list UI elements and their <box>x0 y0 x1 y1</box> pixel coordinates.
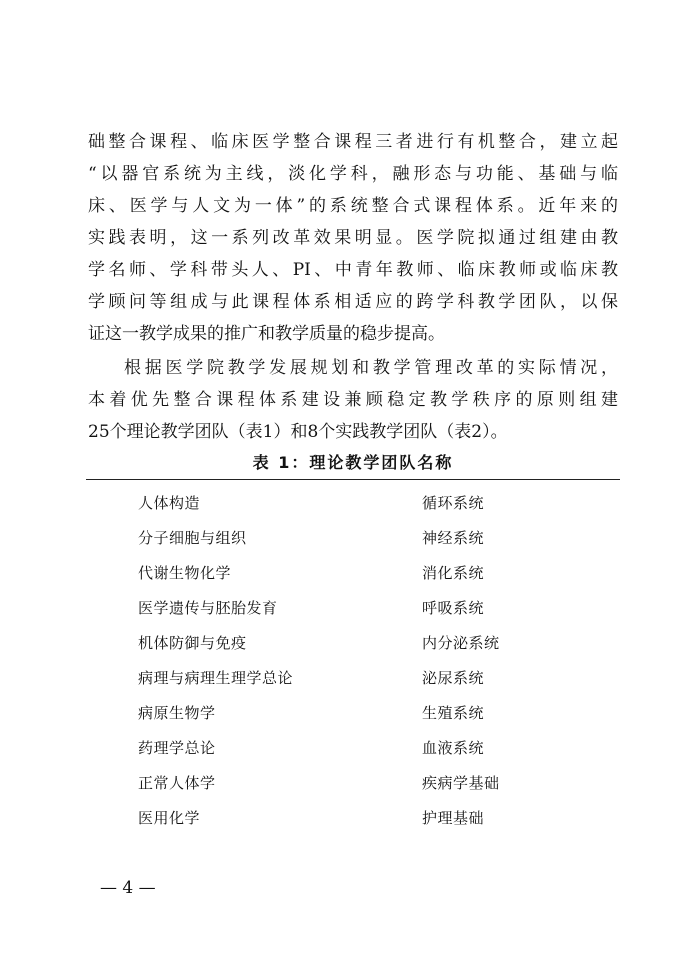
table-row <box>138 731 578 766</box>
team-name-right: 疾病学基础 <box>422 774 500 792</box>
table-row <box>138 766 578 801</box>
team-name-left: 正常人体学 <box>138 774 216 792</box>
team-name-right: 生殖系统 <box>422 704 485 722</box>
paragraph-2 <box>88 352 618 448</box>
table-top-rule <box>86 479 620 480</box>
team-name-left: 分子细胞与组织 <box>138 529 247 547</box>
team-name-right: 循环系统 <box>422 494 485 512</box>
team-name-right: 消化系统 <box>422 564 485 582</box>
team-name-right: 神经系统 <box>422 529 485 547</box>
paragraph-line: 25个理论教学团队（表1）和8个实践教学团队（表2）。 <box>88 422 508 442</box>
team-name-left: 病原生物学 <box>138 704 216 722</box>
paragraph-line: 础整合课程、临床医学整合课程三者进行有机整合，建立起 <box>88 132 618 152</box>
paragraph-line: 学名师、学科带头人、PI、中青年教师、临床教师或临床教 <box>88 260 618 280</box>
paragraph-line: “以器官系统为主线，淡化学科，融形态与功能、基础与临 <box>88 164 618 184</box>
table-row <box>138 626 578 661</box>
team-name-left: 人体构造 <box>138 494 201 512</box>
team-name-left: 病理与病理生理学总论 <box>138 669 294 687</box>
paragraph-line: 证这一教学成果的推广和教学质量的稳步提高。 <box>88 324 445 344</box>
paragraph-line: 本着优先整合课程体系建设兼顾稳定教学秩序的原则组建 <box>88 390 618 410</box>
paragraph-line: 床、医学与人文为一体”的系统整合式课程体系。近年来的 <box>88 196 618 216</box>
team-name-left: 药理学总论 <box>138 739 216 757</box>
team-name-right: 血液系统 <box>422 739 485 757</box>
table-row <box>138 591 578 626</box>
paragraph-line: 实践表明，这一系列改革效果明显。医学院拟通过组建由教 <box>88 228 618 248</box>
team-name-left: 医用化学 <box>138 809 201 827</box>
table-title: 表 1：理论教学团队名称 <box>252 453 454 472</box>
table-row <box>138 486 578 521</box>
team-name-left: 机体防御与免疫 <box>138 634 247 652</box>
paragraph-1 <box>88 126 618 350</box>
table-row <box>138 661 578 696</box>
team-name-left: 医学遗传与胚胎发育 <box>138 599 278 617</box>
page-number: — 4 — <box>100 878 156 898</box>
team-name-right: 泌尿系统 <box>422 669 485 687</box>
team-name-right: 呼吸系统 <box>422 599 485 617</box>
table-row <box>138 696 578 731</box>
table-row <box>138 521 578 556</box>
table-row <box>138 801 578 836</box>
team-name-right: 护理基础 <box>422 809 485 827</box>
team-table <box>138 486 578 836</box>
team-name-right: 内分泌系统 <box>422 634 500 652</box>
table-row <box>138 556 578 591</box>
paragraph-line: 根据医学院教学发展规划和教学管理改革的实际情况， <box>124 358 618 378</box>
paragraph-line: 学顾问等组成与此课程体系相适应的跨学科教学团队，以保 <box>88 292 618 312</box>
team-name-left: 代谢生物化学 <box>138 564 232 582</box>
